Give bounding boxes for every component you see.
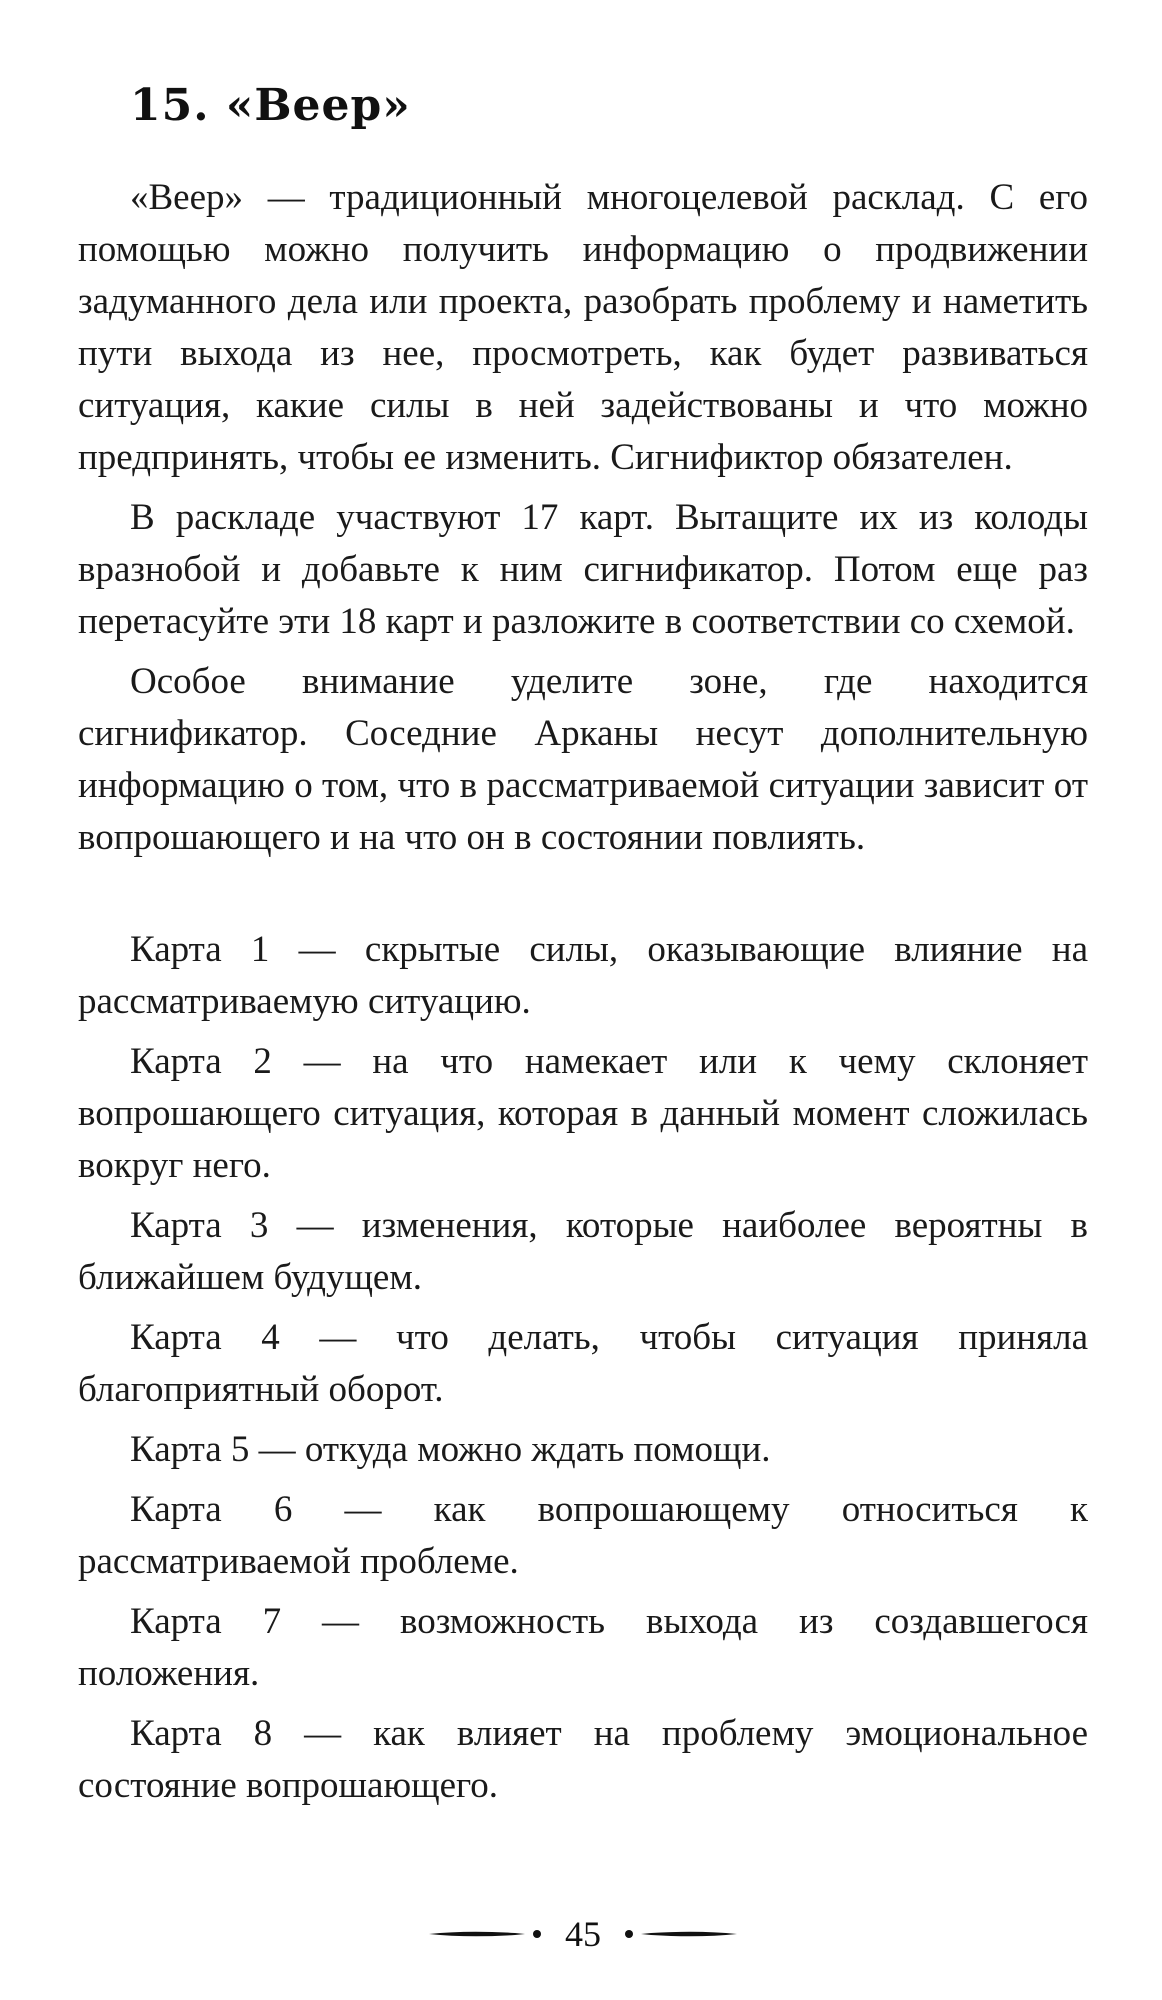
left-ornament-icon — [427, 1924, 547, 1944]
page-number: 45 — [565, 1914, 601, 1954]
body-text — [78, 172, 1088, 1820]
card-6-description: Карта 6 — как вопрошающему относиться к рассматриваемой проблеме. — [78, 1489, 1088, 1582]
card-4-description: Карта 4 — что делать, чтобы ситуация приняла благоприятный оборот. — [78, 1317, 1088, 1410]
section-title: 15. «Веер» — [130, 80, 411, 131]
page-footer — [78, 1908, 1088, 1960]
section-gap — [78, 872, 1088, 924]
book-page — [78, 0, 1088, 2000]
right-ornament-icon — [619, 1924, 739, 1944]
card-5-description: Карта 5 — откуда можно ждать помощи. — [130, 1429, 771, 1470]
card-1-description: Карта 1 — скрытые силы, оказывающие влияние на рассматриваемую ситуацию. — [78, 929, 1088, 1022]
card-8-description: Карта 8 — как влияет на проблему эмоциональное состояние вопрошающего. — [78, 1713, 1088, 1806]
card-7-description: Карта 7 — возможность выхода из создавшегося положения. — [78, 1601, 1088, 1694]
paragraph-intro: «Веер» — традиционный многоцелевой расклад. С его помощью можно получить информацию о продвижении задуманного дела или проекта, разобрать проблему и наметить пути выхода из нее, просмотреть, как будет развиваться ситуация, какие силы в ней задействованы и что можно предпринять, чтобы ее изменить. Сигнификтор обязателен. — [78, 177, 1088, 478]
card-2-description: Карта 2 — на что намекает или к чему склоняет вопрошающего ситуация, которая в данный момент сложилась вокруг него. — [78, 1041, 1088, 1186]
paragraph-attention: Особое внимание уделите зоне, где находится сигнификатор. Соседние Арканы несут дополнительную информацию о том, что в рассматриваемой ситуации зависит от вопрошающего и на что он в состоянии повлиять. — [78, 661, 1088, 858]
card-3-description: Карта 3 — изменения, которые наиболее вероятны в ближайшем будущем. — [78, 1205, 1088, 1298]
paragraph-cards-count: В раскладе участвуют 17 карт. Вытащите их из колоды вразнобой и добавьте к ним сигнификатор. Потом еще раз перетасуйте эти 18 карт и разложите в соответствии со схемой. — [78, 497, 1088, 642]
